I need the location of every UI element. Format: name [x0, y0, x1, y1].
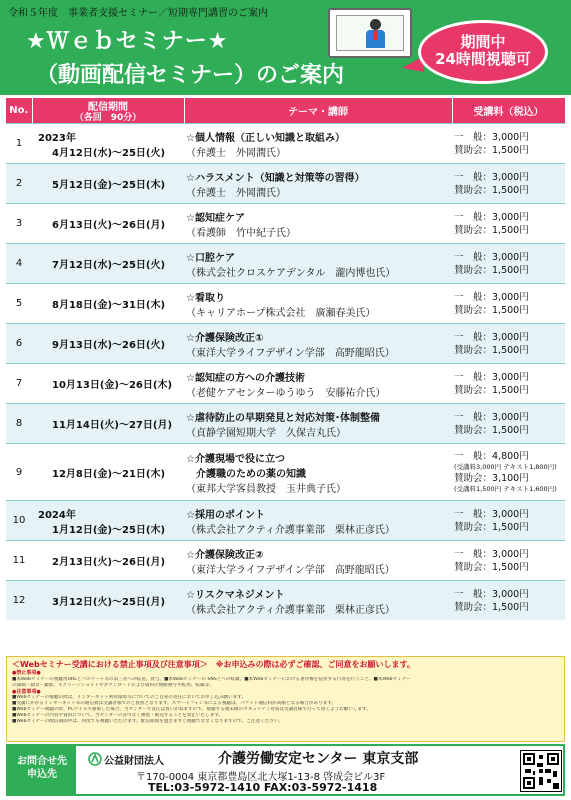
lecturer: （株式会社アクティ介護事業部 栗林正彦氏） [186, 524, 395, 536]
table-row [6, 364, 565, 404]
topic-title: ☆認知症ケア [186, 212, 245, 224]
fee-member: 賛助会：1,500円 [454, 424, 529, 436]
row-fee [452, 581, 565, 621]
topic-title-line2: 介護職のための薬の知識 [196, 468, 306, 480]
lecturer: （東洋大学ライフデザイン学部 高野龍昭氏） [186, 564, 395, 576]
fee-member-note: (受講料1,500円 テキスト1,600円) [454, 485, 557, 493]
row-date: 9月13日(水)～26日(火) [52, 340, 166, 351]
row-period [32, 324, 184, 364]
topic-title: ☆介護保険改正② [186, 549, 264, 561]
row-no: 11 [6, 541, 32, 581]
notice-line: ■Webセミナーの配信期間中は、何度でも視聴いただけます。配信期間を過ぎますと視聴できなくなりますので、ご注意ください。 [12, 719, 284, 724]
table-row [6, 244, 565, 284]
row-topic [184, 364, 452, 404]
row-topic [184, 501, 452, 541]
row-period [32, 581, 184, 621]
org-type: 公益財団法人 [104, 756, 164, 767]
topic-title: ☆ハラスメント（知識と対策等の習得） [186, 172, 365, 184]
header-banner [0, 0, 571, 95]
row-period [32, 444, 184, 501]
fee-general: 一 般：4,800円 [454, 451, 529, 462]
row-no: 8 [6, 404, 32, 444]
row-period [32, 541, 184, 581]
header-period-sub: （各回 90分） [74, 113, 142, 123]
notice-line: ■本Webセミナーの視聴用URLとパスワード等の第三者への転送、貸与。■本Webセミナーの SNS上への転載。■本Webセミナーにおける著作権を侵害する行為を行うこと。■本Webセミナー [12, 676, 411, 682]
table-row [6, 204, 565, 244]
notice-line: ■受講にかかるインターネット等の通信費は受講者様でのご負担となります。スマートフォン等による視聴は、パケット通信料が高額となる場合があります。 [12, 701, 337, 706]
row-date: 2月13日(火)～26日(月) [52, 557, 166, 568]
qr-code-icon[interactable] [520, 750, 562, 792]
lecturer-illustration [328, 8, 412, 58]
person-head-icon [370, 19, 381, 30]
row-fee [452, 284, 565, 324]
fee-member: 賛助会：1,500円 [454, 144, 529, 156]
table-row [6, 501, 565, 541]
lecturer: （弁護士 外岡潤氏） [186, 147, 286, 159]
topic-title: ☆認知症の方への介護技術 [186, 372, 305, 384]
org-name: 介護労働安定センター 東京支部 [218, 751, 419, 767]
row-fee [452, 124, 565, 164]
fee-general-note: (受講料3,000円 テキスト1,800円) [454, 463, 557, 471]
row-fee [452, 364, 565, 404]
lecturer: （東洋大学ライフデザイン学部 高野龍昭氏） [186, 347, 395, 359]
table-row [6, 404, 565, 444]
row-fee [452, 444, 565, 501]
tie-icon [374, 30, 377, 40]
row-topic [184, 244, 452, 284]
row-date: 1月12日(金)～25日(木) [52, 524, 166, 536]
row-no: 3 [6, 204, 32, 244]
row-year: 2024年 [38, 509, 76, 521]
row-topic [184, 324, 452, 364]
row-fee [452, 244, 565, 284]
lecturer: （東邦大学客員教授 玉井典子氏） [186, 483, 346, 495]
row-topic [184, 404, 452, 444]
availability-badge [418, 20, 548, 84]
row-date: 5月12日(金)～25日(木) [52, 180, 166, 191]
topic-title: ☆採用のポイント [186, 509, 265, 521]
row-topic [184, 204, 452, 244]
fee-general: 一 般：3,000円 [454, 371, 529, 383]
row-period [32, 364, 184, 404]
page-title-line1: ★Ｗｅｂセミナー★ [26, 29, 229, 54]
fee-general: 一 般：3,000円 [454, 548, 529, 560]
row-fee [452, 204, 565, 244]
row-no: 6 [6, 324, 32, 364]
fee-member: 賛助会：3,100円 [454, 473, 529, 484]
fee-member: 賛助会：1,500円 [454, 304, 529, 316]
notice-box [6, 656, 565, 742]
table-row [6, 581, 565, 621]
notice-line: ■Webセミナー視聴の際、PCウイルス感染した場合、当センターで責任は負いかねますので、視聴する端末側のセキュリティ対策は受講者様で行って頂くようお願いします。 [12, 707, 371, 712]
prohibited-heading: ●禁止事項● [12, 670, 41, 676]
table-row [6, 124, 565, 164]
header-subtitle: 令和５年度 事業者支援セミナー／短期専門講習のご案内 [8, 8, 268, 19]
row-no: 1 [6, 124, 32, 164]
row-date: 7月12日(水)～25日(火) [52, 260, 166, 271]
row-topic [184, 284, 452, 324]
organization-logo-icon [88, 752, 102, 766]
row-period [32, 204, 184, 244]
row-date: 3月12日(火)～25日(月) [52, 597, 166, 608]
table-row [6, 284, 565, 324]
fee-general: 一 般：3,000円 [454, 411, 529, 423]
topic-title: ☆リスクマネジメント [186, 589, 285, 601]
header-period-label: 配信期間 [88, 102, 128, 113]
seminar-schedule-table [6, 98, 566, 620]
table-row [6, 541, 565, 581]
row-period [32, 501, 184, 541]
fee-general: 一 般：3,000円 [454, 331, 529, 343]
lecturer: （弁護士 外岡潤氏） [186, 187, 286, 199]
fee-member: 賛助会：1,500円 [454, 264, 529, 276]
row-topic [184, 581, 452, 621]
row-topic [184, 444, 452, 501]
row-period [32, 244, 184, 284]
fee-general: 一 般：3,000円 [454, 251, 529, 263]
row-date: 6月13日(火)～26日(月) [52, 220, 166, 231]
fee-general: 一 般：3,000円 [454, 131, 529, 143]
row-period [32, 404, 184, 444]
header-fee: 受講料（税込） [452, 98, 565, 124]
contact-label [8, 746, 76, 794]
header-period [32, 98, 184, 124]
row-no: 4 [6, 244, 32, 284]
row-date: 12月8日(金)～21日(木) [52, 468, 166, 480]
org-address: 〒170-0004 東京都豊島区北大塚1-13-8 啓成会ビル3F [136, 772, 386, 783]
lecturer: （キャリアホープ株式会社 廣瀬春美氏） [186, 307, 376, 319]
topic-title: ☆個人情報（正しい知識と取組み） [186, 132, 345, 144]
row-fee [452, 501, 565, 541]
row-topic [184, 124, 452, 164]
table-header-row [6, 98, 565, 124]
notice-heading: ＜Webセミナー受講における禁止事項及び注意事項＞ ※お申込みの際は必ずご確認、ご同意をお願いします。 [12, 660, 415, 669]
row-no: 9 [6, 444, 32, 501]
topic-title: ☆口腔ケア [186, 252, 235, 264]
notice-line: ■Webセミナーの視聴の際は、インターネット利用環境等についてのご自身の責任においてお申し込み願います。 [12, 695, 246, 700]
header-no: No. [6, 98, 32, 124]
header-topic: テーマ・講師 [184, 98, 452, 124]
row-period [32, 164, 184, 204]
fee-member: 賛助会：1,500円 [454, 561, 529, 573]
lecturer: （老健ケアセンターゆうゆう 安藤祐介氏） [186, 387, 386, 399]
topic-title: ☆虐待防止の早期発見と対応対策･体制整備 [186, 412, 380, 424]
caution-heading: ●注意事項● [12, 688, 41, 695]
lecturer: （株式会社アクティ介護事業部 栗林正彦氏） [186, 604, 395, 616]
org-phone-fax[interactable]: TEL:03-5972-1410 FAX:03-5972-1418 [148, 781, 378, 794]
contact-footer [6, 744, 565, 796]
topic-title: ☆介護保険改正① [186, 332, 264, 344]
notice-line: ■Webセミナーの内容や資料について、当センターの許可なく複製・販売することを禁止いたします。 [12, 713, 224, 718]
fee-general: 一 般：3,000円 [454, 508, 529, 520]
lecturer: （看護師 竹中紀子氏） [186, 227, 296, 239]
lecturer: （株式会社クロスケアデンタル 瀧内博也氏） [186, 267, 396, 279]
fee-general: 一 般：3,000円 [454, 588, 529, 600]
row-no: 7 [6, 364, 32, 404]
contact-line2: 申込先 [27, 769, 57, 780]
row-year: 2023年 [38, 132, 76, 144]
notice-line: の録画・録音・撮影、スクリーンショットやダウンロードおよび資料の無断複写や転用、転載等。 [12, 682, 214, 688]
row-date: 8月18日(金)～31日(木) [52, 300, 166, 311]
row-topic [184, 541, 452, 581]
table-row [6, 324, 565, 364]
row-period [32, 284, 184, 324]
contact-line1: お問合せ先 [17, 756, 67, 767]
fee-member: 賛助会：1,500円 [454, 344, 529, 356]
lecturer: （貞静学園短期大学 久保吉丸氏） [186, 427, 346, 439]
row-no: 10 [6, 501, 32, 541]
fee-member: 賛助会：1,500円 [454, 601, 529, 613]
fee-member: 賛助会：1,500円 [454, 521, 529, 533]
fee-general: 一 般：3,000円 [454, 171, 529, 183]
row-period [32, 124, 184, 164]
row-no: 12 [6, 581, 32, 621]
badge-line2: 24時間視聴可 [435, 50, 531, 68]
fee-general: 一 般：3,000円 [454, 291, 529, 303]
row-no: 5 [6, 284, 32, 324]
fee-member: 賛助会：1,500円 [454, 384, 529, 396]
row-no: 2 [6, 164, 32, 204]
row-fee [452, 164, 565, 204]
topic-title: ☆看取り [186, 292, 225, 304]
row-fee [452, 541, 565, 581]
table-row [6, 444, 565, 501]
row-fee [452, 404, 565, 444]
table-row [6, 164, 565, 204]
row-date: 11月14日(火)～27日(月) [52, 420, 173, 431]
row-date: 4月12日(水)～25日(火) [52, 147, 166, 159]
row-fee [452, 324, 565, 364]
topic-title: ☆介護現場で役に立つ [186, 453, 285, 465]
fee-member: 賛助会：1,500円 [454, 184, 529, 196]
row-date: 10月13日(金)～26日(木) [52, 380, 173, 391]
badge-line1: 期間中 [460, 33, 506, 51]
fee-member: 賛助会：1,500円 [454, 224, 529, 236]
fee-general: 一 般：3,000円 [454, 211, 529, 223]
row-topic [184, 164, 452, 204]
page-title-line2: （動画配信セミナー）のご案内 [36, 63, 345, 88]
